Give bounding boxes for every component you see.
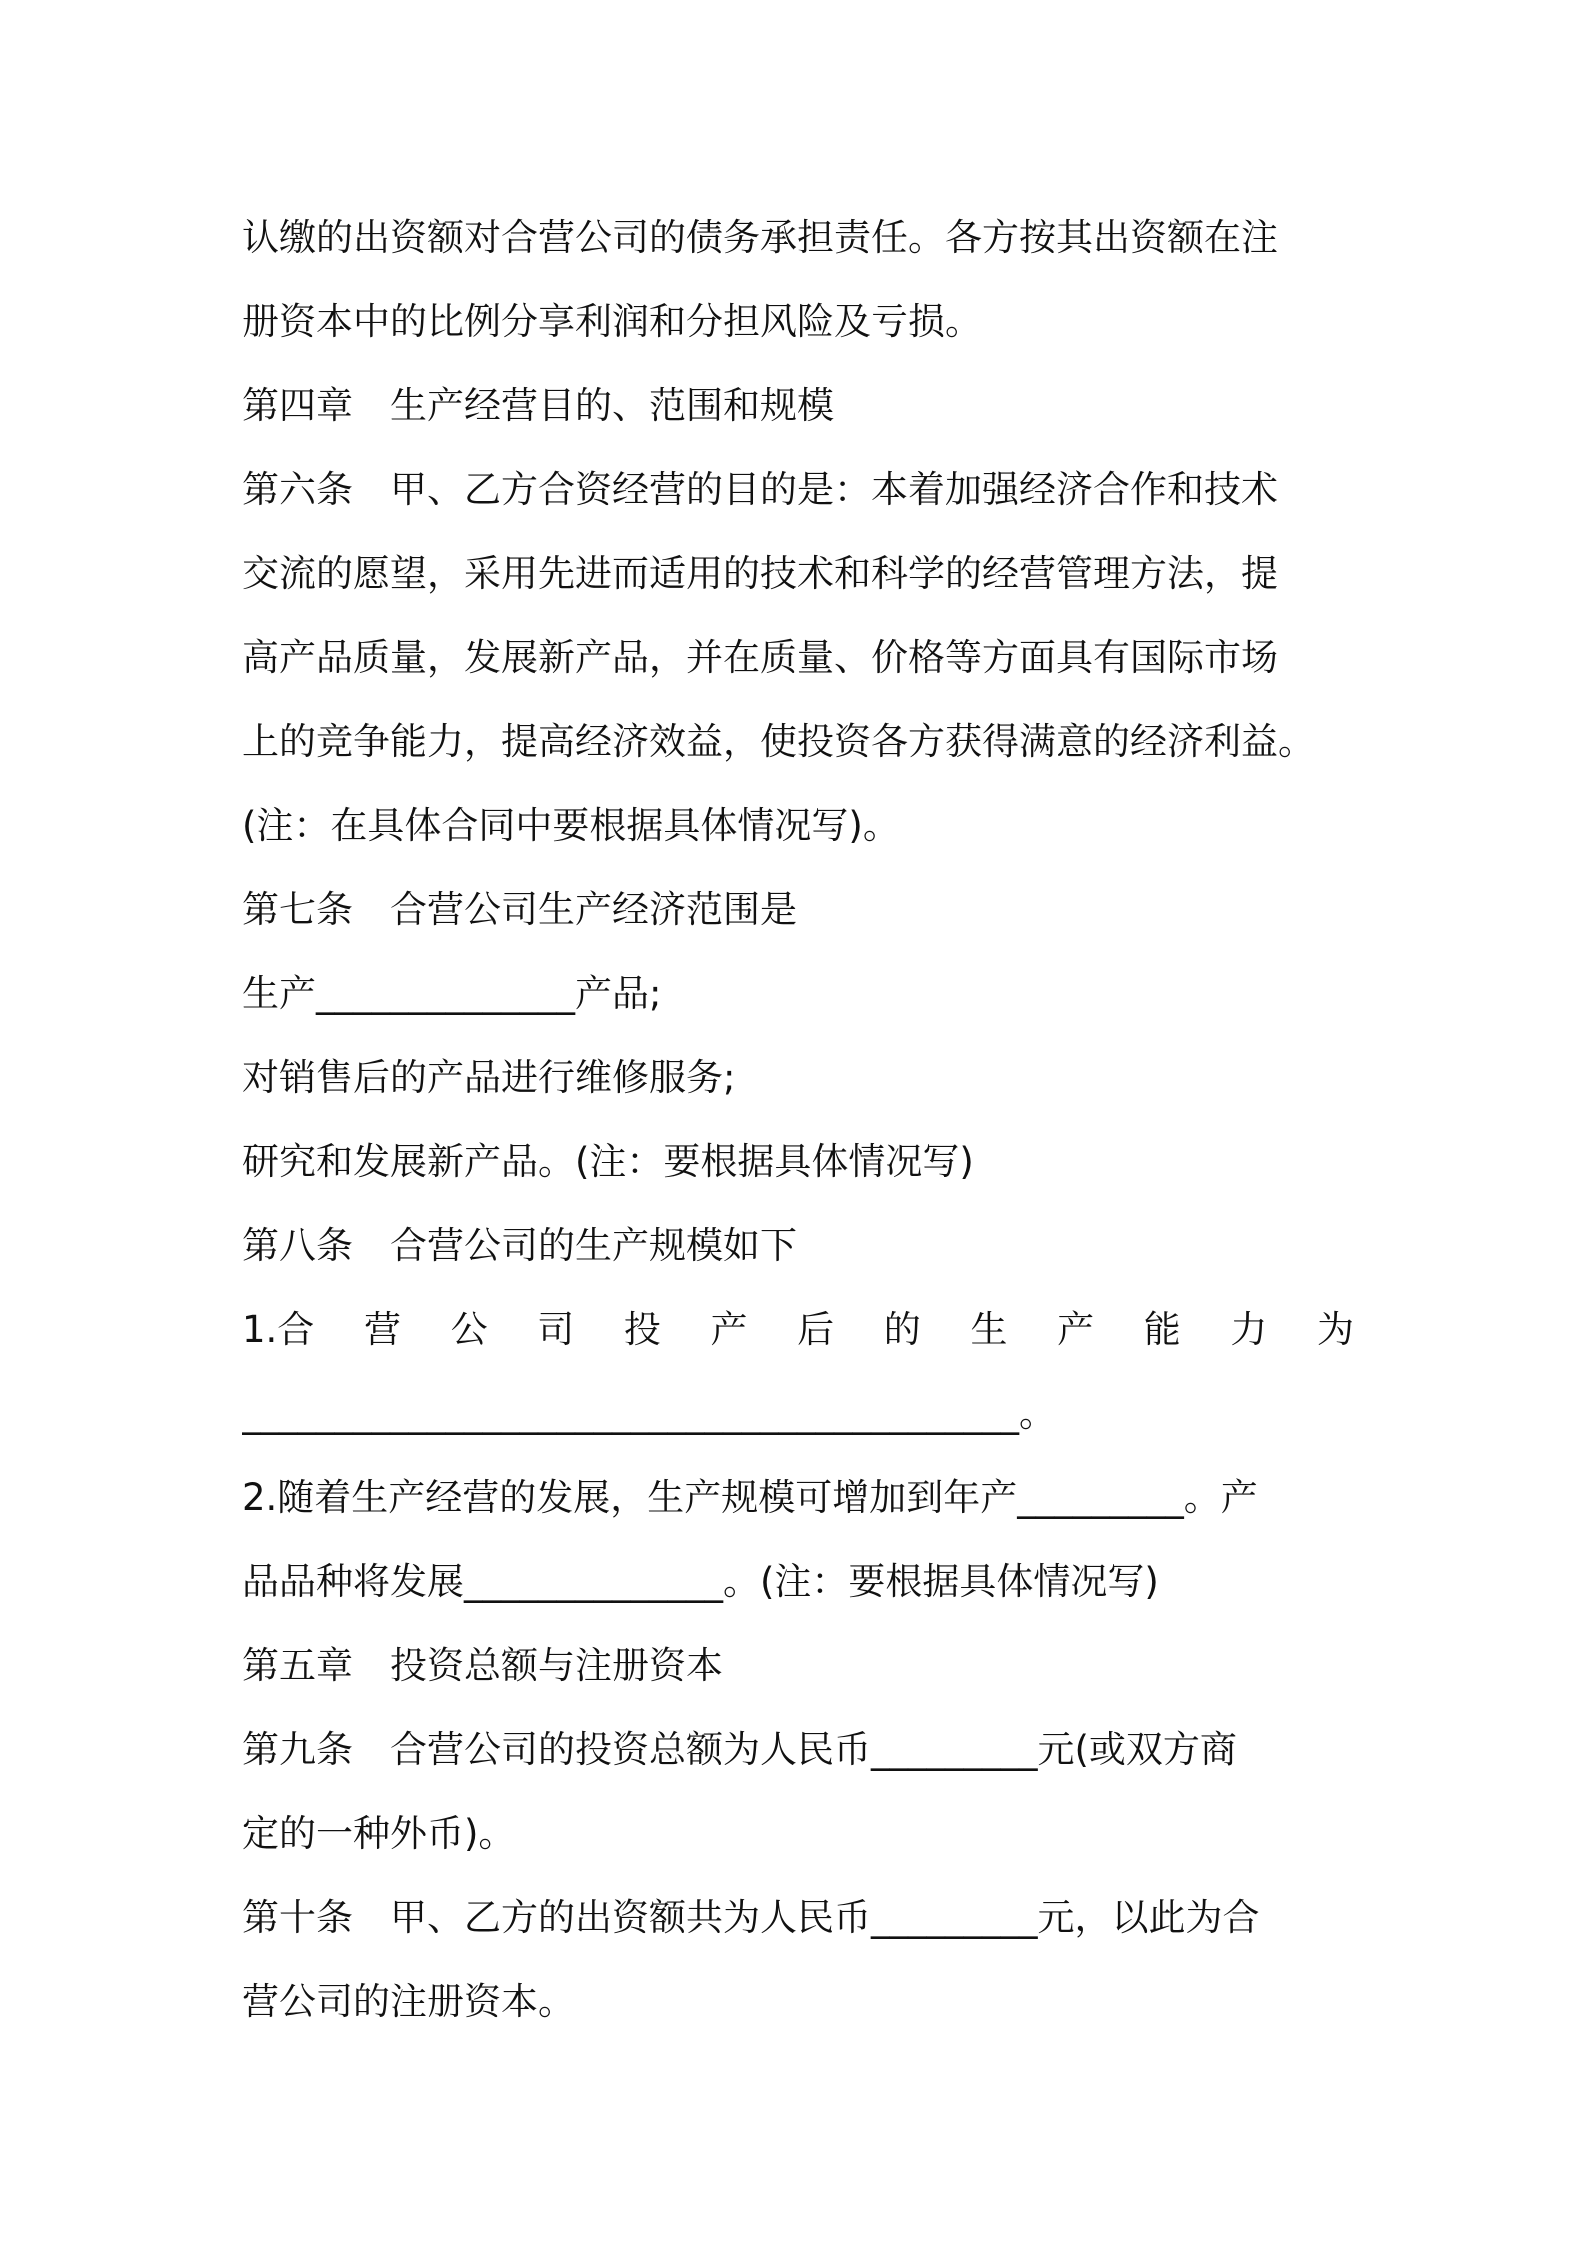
text-line: 认缴的出资额对合营公司的债务承担责任。各方按其出资额在注	[242, 216, 1278, 259]
spread-char: 司	[537, 1308, 575, 1351]
spread-line	[242, 1288, 1354, 1372]
spread-char: 力	[1230, 1308, 1268, 1351]
chapter-heading: 第四章 生产经营目的、范围和规模	[242, 384, 834, 427]
text-line: 品品种将发展______________。(注：要根据具体情况写)	[242, 1560, 1159, 1603]
text-line: 高产品质量，发展新产品，并在质量、价格等方面具有国际市场	[242, 636, 1278, 679]
list-item: 研究和发展新产品。(注：要根据具体情况写)	[242, 1140, 974, 1183]
article-text: 第十条 甲、乙方的出资额共为人民币_________元，以此为合	[242, 1896, 1260, 1939]
spread-char: 公	[450, 1308, 488, 1351]
text-line: 2.随着生产经营的发展，生产规模可增加到年产_________。产	[242, 1476, 1258, 1519]
blank-line: __________________________________________。	[242, 1392, 1056, 1435]
article-text: 第八条 合营公司的生产规模如下	[242, 1224, 797, 1267]
spread-char: 能	[1143, 1308, 1181, 1351]
text-line: 交流的愿望，采用先进而适用的技术和科学的经营管理方法，提	[242, 552, 1278, 595]
article-text: 第九条 合营公司的投资总额为人民币_________元(或双方商	[242, 1728, 1237, 1771]
spread-char: 1.合	[242, 1308, 315, 1351]
spread-char: 的	[883, 1308, 921, 1351]
note-line: (注：在具体合同中要根据具体情况写)。	[242, 804, 900, 847]
chapter-heading: 第五章 投资总额与注册资本	[242, 1644, 723, 1687]
spread-char: 营	[363, 1308, 401, 1351]
spread-char: 投	[623, 1308, 661, 1351]
spread-char: 为	[1317, 1308, 1354, 1351]
text-line: 上的竞争能力，提高经济效益，使投资各方获得满意的经济利益。	[242, 720, 1315, 763]
document-page	[242, 196, 1354, 2044]
spread-char: 产	[1057, 1308, 1095, 1351]
article-text: 第六条 甲、乙方合资经营的目的是：本着加强经济合作和技术	[242, 468, 1278, 511]
list-item: 生产______________产品;	[242, 972, 662, 1015]
list-item: 对销售后的产品进行维修服务;	[242, 1056, 736, 1099]
spread-char: 产	[710, 1308, 748, 1351]
article-text: 第七条 合营公司生产经济范围是	[242, 888, 797, 931]
text-line: 定的一种外币)。	[242, 1812, 516, 1855]
text-line: 营公司的注册资本。	[242, 1980, 575, 2023]
spread-char: 生	[970, 1308, 1008, 1351]
text-line: 册资本中的比例分享利润和分担风险及亏损。	[242, 300, 982, 343]
spread-char: 后	[797, 1308, 835, 1351]
